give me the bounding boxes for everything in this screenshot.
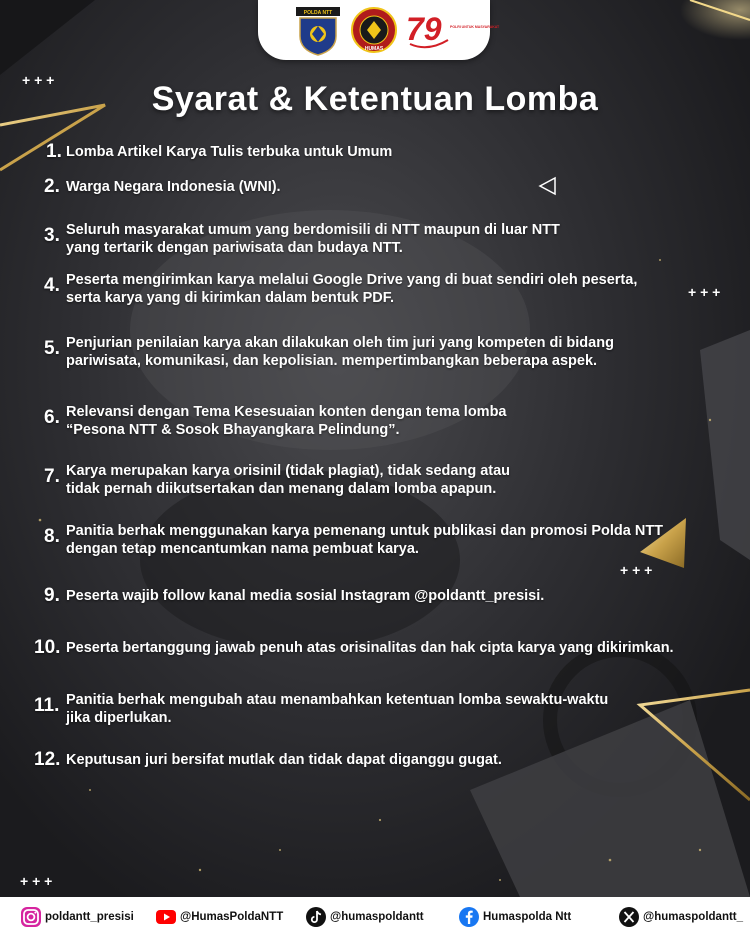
svg-text:POLDA NTT: POLDA NTT bbox=[303, 10, 333, 16]
rule-text-line: pariwisata, komunikasi, dan kepolisian. mempertimbangkan beberapa aspek. bbox=[66, 353, 598, 369]
rule-text-line: tidak pernah diikutsertakan dan menang dalam lomba apapun. bbox=[66, 481, 497, 497]
rule-text bbox=[66, 403, 736, 439]
hut-79-logo bbox=[404, 6, 500, 54]
logo-banner bbox=[258, 0, 500, 60]
x-handle: @humaspoldantt_ bbox=[643, 911, 744, 923]
facebook-link[interactable] bbox=[458, 905, 571, 929]
rule-text bbox=[66, 462, 736, 498]
plus-markers-mid: + + + bbox=[620, 562, 653, 578]
facebook-handle: Humaspolda Ntt bbox=[483, 911, 572, 923]
rule-text-line: Panitia berhak menggunakan karya pemenang untuk publikasi dan promosi Polda NTT bbox=[66, 523, 664, 539]
rule-number: 7. bbox=[44, 466, 60, 487]
rule-text-line: dengan tetap mencantumkan nama pembuat karya. bbox=[66, 541, 419, 557]
plus-markers-top: + + + bbox=[22, 72, 55, 88]
tiktok-handle: @humaspoldantt bbox=[330, 911, 424, 923]
rule-text bbox=[66, 587, 736, 605]
rule-text bbox=[66, 691, 736, 727]
rule-number: 11. bbox=[34, 695, 60, 716]
rule-text bbox=[66, 221, 736, 257]
rule-text-line: serta karya yang di kirimkan dalam bentuk PDF. bbox=[66, 290, 394, 306]
polda-ntt-logo bbox=[294, 6, 342, 56]
page-title: Syarat & Ketentuan Lomba bbox=[151, 80, 599, 118]
plus-markers-right: + + + bbox=[688, 284, 721, 300]
rule-number: 2. bbox=[44, 176, 60, 197]
youtube-link[interactable] bbox=[155, 905, 283, 929]
tiktok-link[interactable] bbox=[305, 905, 424, 929]
x-icon bbox=[618, 906, 640, 928]
rule-number: 8. bbox=[44, 526, 60, 547]
svg-text:79: 79 bbox=[406, 11, 442, 47]
rule-text-line: “Pesona NTT & Sosok Bhayangkara Pelindung”. bbox=[66, 422, 400, 438]
instagram-handle: poldantt_presisi bbox=[45, 911, 134, 923]
facebook-icon bbox=[458, 906, 480, 928]
instagram-icon bbox=[20, 906, 42, 928]
rule-text-line: Peserta bertanggung jawab penuh atas orisinalitas dan hak cipta karya yang dikirimkan. bbox=[66, 640, 674, 656]
rule-text bbox=[66, 751, 736, 769]
tiktok-icon bbox=[305, 906, 327, 928]
humas-logo bbox=[350, 6, 398, 54]
dark-triangle-bottom bbox=[470, 700, 750, 897]
rule-number: 3. bbox=[44, 225, 60, 246]
youtube-handle: @HumasPoldaNTT bbox=[180, 911, 284, 923]
rule-number: 1. bbox=[46, 141, 62, 162]
rule-text bbox=[66, 334, 736, 370]
rule-number: 6. bbox=[44, 407, 60, 428]
rule-number: 5. bbox=[44, 338, 60, 359]
svg-text:POLRI UNTUK MASYARAKAT: POLRI UNTUK MASYARAKAT bbox=[450, 25, 500, 29]
rule-text bbox=[66, 639, 736, 657]
rule-text-line: Relevansi dengan Tema Kesesuaian konten dengan tema lomba bbox=[66, 404, 507, 420]
rule-text bbox=[66, 522, 736, 558]
social-footer bbox=[0, 897, 750, 937]
rule-text-line: Lomba Artikel Karya Tulis terbuka untuk Umum bbox=[66, 144, 393, 160]
rule-text bbox=[66, 143, 736, 161]
instagram-link[interactable] bbox=[20, 905, 134, 929]
rule-text-line: Panitia berhak mengubah atau menambahkan ketentuan lomba sewaktu-waktu bbox=[66, 692, 609, 708]
rule-number: 12. bbox=[34, 749, 61, 770]
rule-text-line: Warga Negara Indonesia (WNI). bbox=[66, 179, 281, 195]
rule-text-line: Peserta mengirimkan karya melalui Google Drive yang di buat sendiri oleh peserta, bbox=[66, 272, 638, 288]
rule-text bbox=[66, 271, 736, 307]
rule-text-line: Keputusan juri bersifat mutlak dan tidak dapat diganggu gugat. bbox=[66, 752, 502, 768]
rule-text-line: Karya merupakan karya orisinil (tidak plagiat), tidak sedang atau bbox=[66, 463, 511, 479]
x-link[interactable] bbox=[618, 905, 743, 929]
rule-text-line: Penjurian penilaian karya akan dilakukan oleh tim juri yang kompeten di bidang bbox=[66, 335, 614, 351]
plus-markers-bottom: + + + bbox=[20, 873, 53, 889]
rule-text-line: yang tertarik dengan pariwisata dan budaya NTT. bbox=[66, 240, 403, 256]
rule-text-line: Seluruh masyarakat umum yang berdomisili di NTT maupun di luar NTT bbox=[66, 222, 560, 238]
rule-number: 4. bbox=[44, 275, 60, 296]
rule-text-line: jika diperlukan. bbox=[66, 710, 172, 726]
dark-triangle-top-left bbox=[0, 0, 95, 75]
rule-number: 10. bbox=[34, 637, 61, 658]
youtube-icon bbox=[155, 906, 177, 928]
rule-text bbox=[66, 178, 736, 196]
rule-number: 9. bbox=[44, 585, 60, 606]
rule-text-line: Peserta wajib follow kanal media sosial Instagram @poldantt_presisi. bbox=[66, 588, 545, 604]
svg-text:HUMAS: HUMAS bbox=[364, 46, 384, 52]
